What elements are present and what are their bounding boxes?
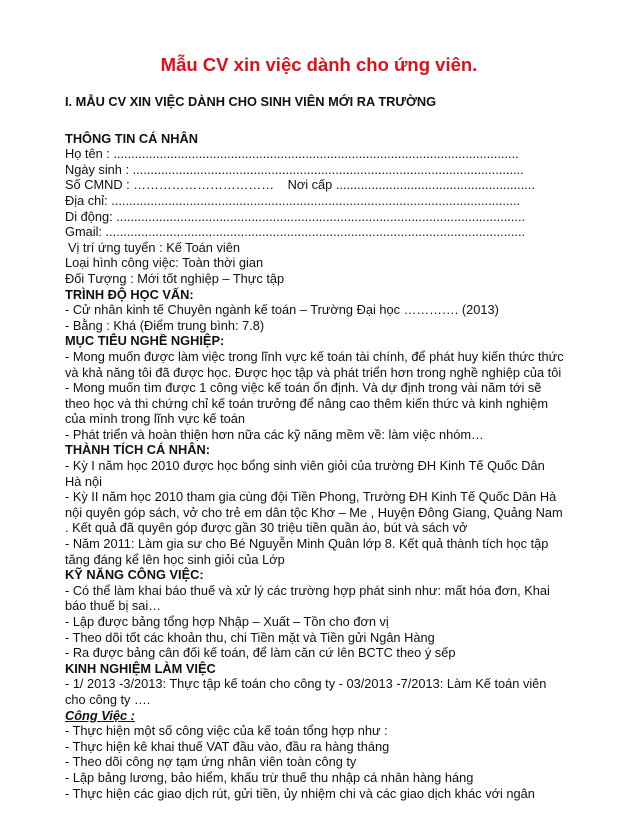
id-issue-place-label: Nơi cấp ........................................................ bbox=[287, 177, 535, 193]
education-line: - Bằng : Khá (Điểm trung bình: 7.8) bbox=[65, 317, 265, 333]
goals-line: theo học và thi chứng chỉ kế toán trưởng để nâng cao thêm kiến thức và kinh nghiệm bbox=[65, 395, 548, 411]
achievement-line: - Kỳ I năm học 2010 được học bổng sinh viên giỏi của trường ĐH Kinh Tế Quốc Dân bbox=[65, 458, 545, 474]
goals-line: - Mong muốn tìm được 1 công việc kế toán ổn định. Và dự định trong vài năm tới sẽ bbox=[65, 380, 542, 396]
goals-line: của mình trong lĩnh vực kế toán bbox=[65, 411, 245, 427]
email-field: Gmail: ...................................................................................................................... bbox=[65, 224, 526, 240]
achievement-line: . Kết quả đã quyên góp được gần 30 triệu tiền quần áo, bút và sách vở bbox=[65, 520, 468, 536]
skill-line: - Lập được bảng tổng hợp Nhập – Xuất – Tồn cho đơn vị bbox=[65, 614, 389, 629]
duty-line: - Lập bảng lương, bảo hiểm, khấu trừ thuế thu nhập cá nhân hàng háng bbox=[65, 769, 474, 785]
goals-heading: MỤC TIÊU NGHỀ NGHIỆP: bbox=[65, 333, 225, 349]
skill-line: - Ra được bảng cân đối kế toán, để làm căn cứ lên BCTC theo ý sếp bbox=[65, 645, 456, 661]
job-type-line: Loại hình công việc: Toàn thời gian bbox=[65, 255, 264, 271]
goals-line: và khả năng tôi đã được học. Được học tập và phát triển hơn trong nghề nghiệp của tôi bbox=[65, 364, 562, 380]
duty-line: - Thực hiện các giao dịch rút, gửi tiền, ủy nhiệm chi và các giao dịch khác với ngân bbox=[65, 785, 535, 801]
education-heading: TRÌNH ĐỘ HỌC VẤN: bbox=[65, 286, 194, 302]
document-body bbox=[65, 94, 585, 801]
personal-info-heading: THÔNG TIN CÁ NHÂN bbox=[65, 130, 198, 146]
achievement-line: - Kỳ II năm học 2010 tham gia cùng đội Tiền Phong, Trường ĐH Kinh Tế Quốc Dân Hà bbox=[65, 489, 557, 505]
duty-line: - Thực hiện một số công việc của kế toán tổng hợp như : bbox=[65, 723, 388, 739]
section-heading: I. MẪU CV XIN VIỆC DÀNH CHO SINH VIÊN MỚI RA TRƯỜNG bbox=[65, 94, 437, 109]
address-field: Địa chỉ: ................................................................................................................... bbox=[65, 192, 521, 208]
id-card-field bbox=[65, 177, 585, 193]
achievements-heading: THÀNH TÍCH CÁ NHÂN: bbox=[65, 442, 211, 458]
experience-line: cho công ty …. bbox=[65, 691, 151, 707]
id-number-label: Số CMND : …………………………… bbox=[65, 177, 275, 193]
skills-heading: KỸ NĂNG CÔNG VIỆC: bbox=[65, 567, 204, 583]
target-line: Đối Tượng : Mới tốt nghiệp – Thực tập bbox=[65, 270, 285, 286]
experience-line: - 1/ 2013 -3/2013: Thực tập kế toán cho công ty - 03/2013 -7/2013: Làm Kế toán viên bbox=[65, 676, 547, 692]
goals-line: - Mong muốn được làm việc trong lĩnh vực kế toán tài chính, để phát huy kiến thức thức bbox=[65, 348, 564, 364]
document-title: Mẫu CV xin việc dành cho ứng viên. bbox=[160, 54, 478, 75]
achievement-line: nội quyên góp sách, vở cho trẻ em dân tộc Khơ – Me , Huyện Đông Giang, Quảng Nam bbox=[65, 504, 563, 520]
experience-heading: KINH NGHIỆM LÀM VIỆC bbox=[65, 660, 216, 676]
skill-line: - Theo dõi tốt các khoản thu, chi Tiền mặt và Tiền gửi Ngân Hàng bbox=[65, 629, 435, 645]
duties-subheading: Công Việc : bbox=[65, 707, 135, 723]
achievement-line: tăng đáng kể lên học sinh giỏi của Lớp bbox=[65, 551, 285, 567]
duty-line: - Theo dõi công nợ tạm ứng nhân viên toàn công ty bbox=[65, 754, 357, 770]
achievement-line: Hà nội bbox=[65, 473, 102, 489]
skill-line: - Có thể làm khai báo thuế và xử lý các trường hợp phát sinh như: mất hóa đơn, Khai bbox=[65, 582, 550, 598]
education-line: - Cử nhân kinh tế Chuyên ngành kế toán – Trường Đại học …………. (2013) bbox=[65, 302, 499, 318]
phone-field: Di động: ................................................................................................................... bbox=[65, 208, 526, 224]
achievement-line: - Năm 2011: Làm gia sư cho Bé Nguyễn Minh Quân lớp 8. Kết quả thành tích học tập bbox=[65, 536, 549, 552]
duty-line: - Thực hiện kê khai thuế VAT đầu vào, đầu ra hàng tháng bbox=[65, 738, 390, 754]
name-field: Họ tên : .................................................................................................................. bbox=[65, 146, 519, 162]
position-line: Vị trí ứng tuyển : Kế Toán viên bbox=[68, 239, 240, 255]
goals-line: - Phát triển và hoàn thiện hơn nữa các kỹ năng mềm về: làm việc nhóm… bbox=[65, 426, 484, 442]
skill-line: báo thuế bị sai… bbox=[65, 598, 162, 614]
dob-field: Ngày sinh : .............................................................................................................. bbox=[65, 161, 524, 177]
